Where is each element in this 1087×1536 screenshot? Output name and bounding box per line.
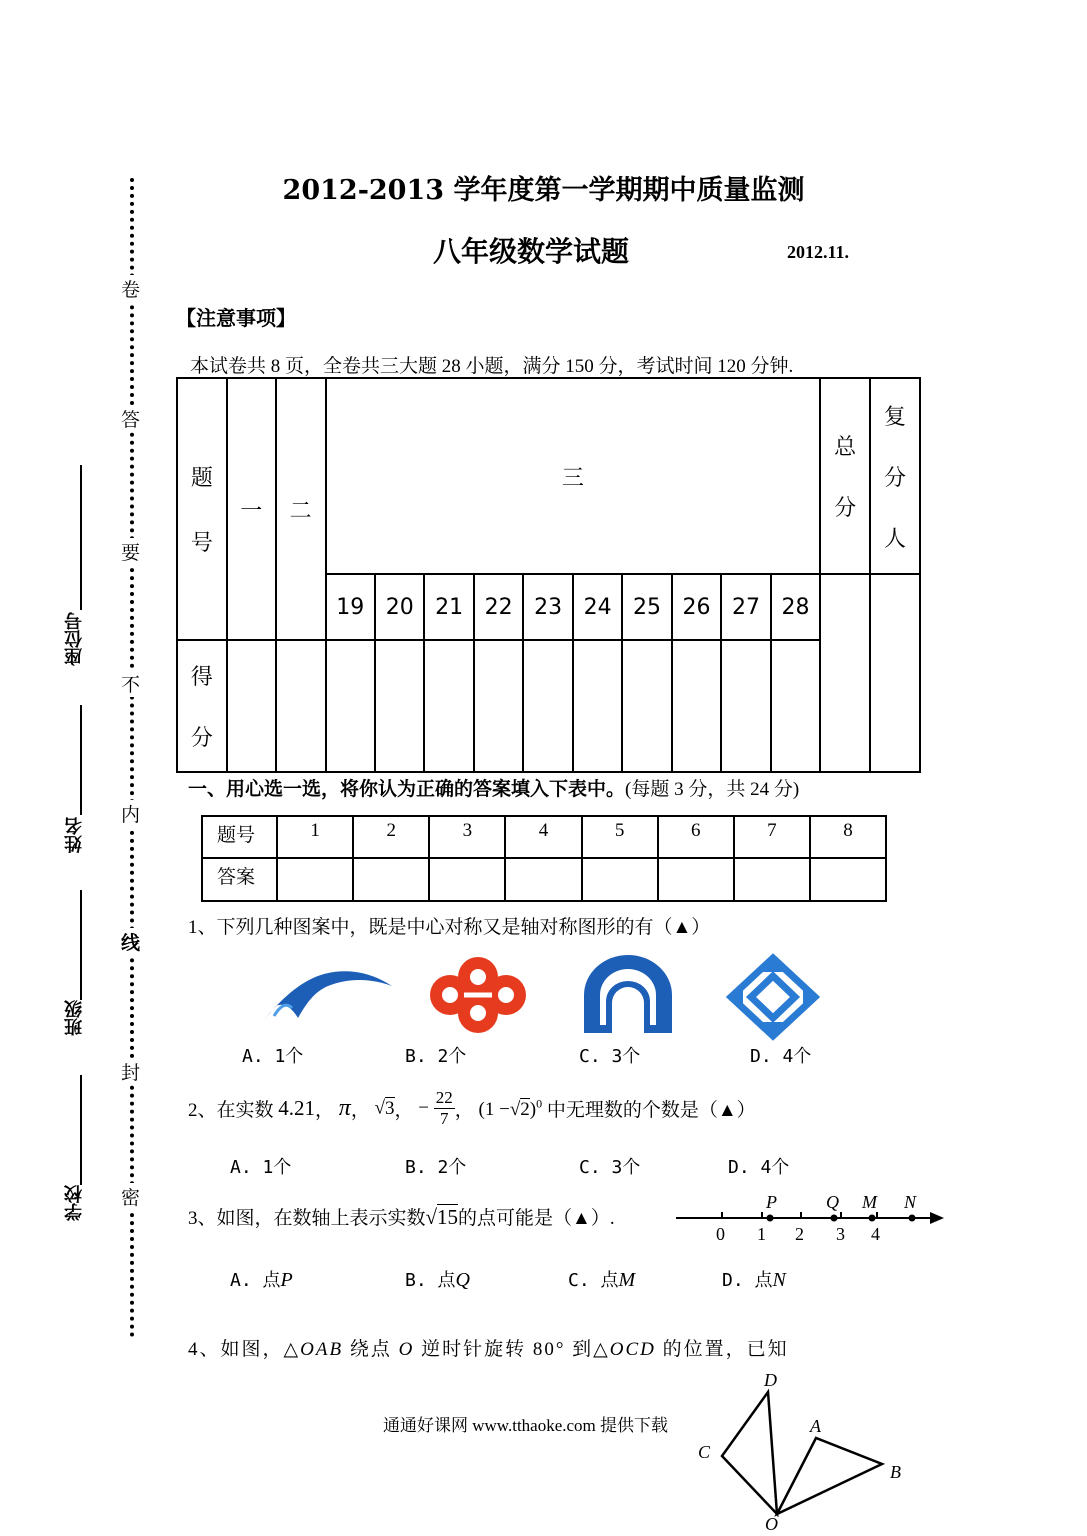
seat-number-line[interactable] — [80, 465, 82, 610]
axis-label-1: 1 — [757, 1224, 766, 1244]
score-table — [176, 377, 921, 773]
sub-number: 24 — [573, 574, 622, 640]
sub-number: 26 — [672, 574, 721, 640]
footer-credit: 通通好课网 www.tthaoke.com 提供下载 — [383, 1416, 669, 1435]
answer-cell[interactable] — [277, 858, 353, 901]
score-cell[interactable] — [523, 640, 572, 772]
score-cell[interactable] — [721, 640, 770, 772]
seal-char-6: 线 — [121, 928, 140, 955]
q2-option-d[interactable]: D. 4个 — [728, 1157, 790, 1178]
answer-number: 2 — [353, 816, 429, 858]
label-a: A — [810, 1416, 821, 1436]
label-c: C — [698, 1442, 711, 1462]
q4-rotation-figure — [692, 1366, 912, 1532]
school-line[interactable] — [80, 1075, 82, 1185]
exam-subtitle: 八年级数学试题 — [433, 235, 630, 268]
answer-number: 5 — [582, 816, 658, 858]
q3-sqrt15: 15 — [437, 1205, 459, 1229]
point-m-label: M — [862, 1192, 877, 1212]
seal-char-5: 内 — [121, 800, 140, 827]
school-label: 学校 — [64, 1185, 85, 1221]
point-p-label: P — [766, 1192, 777, 1212]
axis-label-3: 3 — [836, 1224, 845, 1244]
q1-figure-b-cloud-knot — [428, 955, 528, 1035]
q2-fraction: $\frac{22}{7}$ — [435, 1088, 453, 1128]
sub-number: 21 — [424, 574, 473, 640]
total-score-cell[interactable] — [820, 574, 870, 772]
score-cell[interactable] — [474, 640, 523, 772]
sub-number: 22 — [474, 574, 523, 640]
seat-number-label: 座位号 — [64, 612, 85, 666]
sub-number: 25 — [622, 574, 671, 640]
score-cell[interactable] — [375, 640, 424, 772]
q1-figure-d-diamonds — [723, 952, 823, 1042]
total-header: 总 分 — [820, 378, 870, 574]
label-d: D — [764, 1370, 777, 1390]
answer-cell[interactable] — [582, 858, 658, 901]
q2-pi: π — [338, 1095, 351, 1121]
exam-title: 2012-2013 学年度第一学期期中质量监测 — [282, 175, 805, 206]
point-n-label: N — [904, 1192, 917, 1212]
q2-option-c[interactable]: C. 3个 — [579, 1157, 641, 1178]
seal-char-4: 不 — [121, 670, 140, 697]
answer-number: 1 — [277, 816, 353, 858]
section1-header: 一 — [227, 378, 276, 640]
label-o: O — [765, 1514, 778, 1532]
answer-number: 8 — [810, 816, 886, 858]
axis-label-0: 0 — [716, 1224, 725, 1244]
q2-option-a[interactable]: A. 1个 — [230, 1157, 292, 1178]
binding-dotted-line — [130, 178, 134, 1338]
section1-heading: 一、用心选一选，将你认为正确的答案填入下表中。(每题 3 分，共 24 分) — [188, 778, 800, 800]
q4-text: 4、如图，△OAB 绕点 O 逆时针旋转 80° 到△OCD 的位置，已知 — [188, 1339, 789, 1360]
answer-number: 6 — [658, 816, 734, 858]
defen-header: 得 分 — [177, 640, 227, 772]
reviewer-cell[interactable] — [870, 574, 920, 772]
reviewer-header: 复 分 人 — [870, 378, 920, 574]
seal-char-2: 答 — [121, 405, 140, 432]
class-label: 班级 — [64, 1000, 85, 1036]
score-cell[interactable] — [326, 640, 375, 772]
q1-option-c[interactable]: C. 3个 — [579, 1046, 641, 1067]
q3-number-line — [676, 1188, 946, 1246]
section2-header: 二 — [276, 378, 326, 640]
answer-number: 7 — [734, 816, 810, 858]
sub-number: 28 — [771, 574, 820, 640]
sub-number: 19 — [326, 574, 375, 640]
q2-sqrt3: 3 — [385, 1097, 395, 1119]
sub-number: 27 — [721, 574, 770, 640]
tihao-header: 题 号 — [177, 378, 227, 640]
answer-cell[interactable] — [353, 858, 429, 901]
label-b: B — [890, 1462, 901, 1482]
answer-row1-label: 题号 — [202, 816, 277, 858]
answer-number: 3 — [429, 816, 505, 858]
q1-option-b[interactable]: B. 2个 — [405, 1046, 467, 1067]
answer-cell[interactable] — [505, 858, 581, 901]
answer-cell[interactable] — [810, 858, 886, 901]
q1-option-a[interactable]: A. 1个 — [242, 1046, 304, 1067]
name-label: 姓名 — [64, 817, 85, 853]
q2-text: 2、在实数 4.21， π， √3， − $\frac{22}{7}$ ， $(1 -√2)^0$ 中无理数的个数是（▲） — [188, 1088, 756, 1128]
q3-option-c[interactable]: C. 点M — [568, 1269, 636, 1291]
seal-char-1: 卷 — [121, 275, 140, 302]
answer-row2-label: 答案 — [202, 858, 277, 901]
score-cell[interactable] — [622, 640, 671, 772]
score-cell[interactable] — [227, 640, 276, 772]
q2-expression: $(1 -√2)^0$ — [478, 1096, 543, 1120]
answer-number: 4 — [505, 816, 581, 858]
point-q-label: Q — [826, 1192, 839, 1212]
q2-number-421: 4.21 — [278, 1096, 316, 1120]
seal-char-7: 封 — [121, 1058, 140, 1085]
q3-option-a[interactable]: A. 点P — [230, 1269, 293, 1291]
score-cell[interactable] — [276, 640, 326, 772]
answer-cell[interactable] — [429, 858, 505, 901]
q1-figure-a-swoosh — [262, 968, 394, 1024]
exam-date: 2012.11. — [787, 242, 850, 262]
q1-option-d[interactable]: D. 4个 — [750, 1046, 812, 1067]
score-cell[interactable] — [424, 640, 473, 772]
name-line[interactable] — [80, 705, 82, 815]
score-cell[interactable] — [672, 640, 721, 772]
notice-heading: 【注意事项】 — [176, 306, 296, 330]
seal-char-3: 要 — [121, 538, 140, 565]
sub-number: 20 — [375, 574, 424, 640]
class-line[interactable] — [80, 890, 82, 1000]
q3-option-b[interactable]: B. 点Q — [405, 1269, 470, 1291]
q1-text: 1、下列几种图案中，既是中心对称又是轴对称图形的有（▲） — [188, 917, 711, 938]
q3-text: 3、如图，在数轴上表示实数√15的点可能是（▲）. — [188, 1205, 615, 1229]
axis-label-4: 4 — [871, 1224, 880, 1244]
q2-option-b[interactable]: B. 2个 — [405, 1157, 467, 1178]
score-cell[interactable] — [771, 640, 820, 772]
axis-label-2: 2 — [795, 1224, 804, 1244]
answer-cell[interactable] — [734, 858, 810, 901]
answer-cell[interactable] — [658, 858, 734, 901]
section3-header: 三 — [326, 378, 821, 574]
score-cell[interactable] — [573, 640, 622, 772]
seal-char-8: 密 — [121, 1183, 140, 1210]
notice-text: 本试卷共 8 页，全卷共三大题 28 小题，满分 150 分，考试时间 120 分钟. — [190, 356, 794, 377]
q1-figure-c-arch — [584, 955, 672, 1033]
q3-option-d[interactable]: D. 点N — [722, 1269, 786, 1291]
sub-number: 23 — [523, 574, 572, 640]
answer-table — [201, 815, 887, 902]
